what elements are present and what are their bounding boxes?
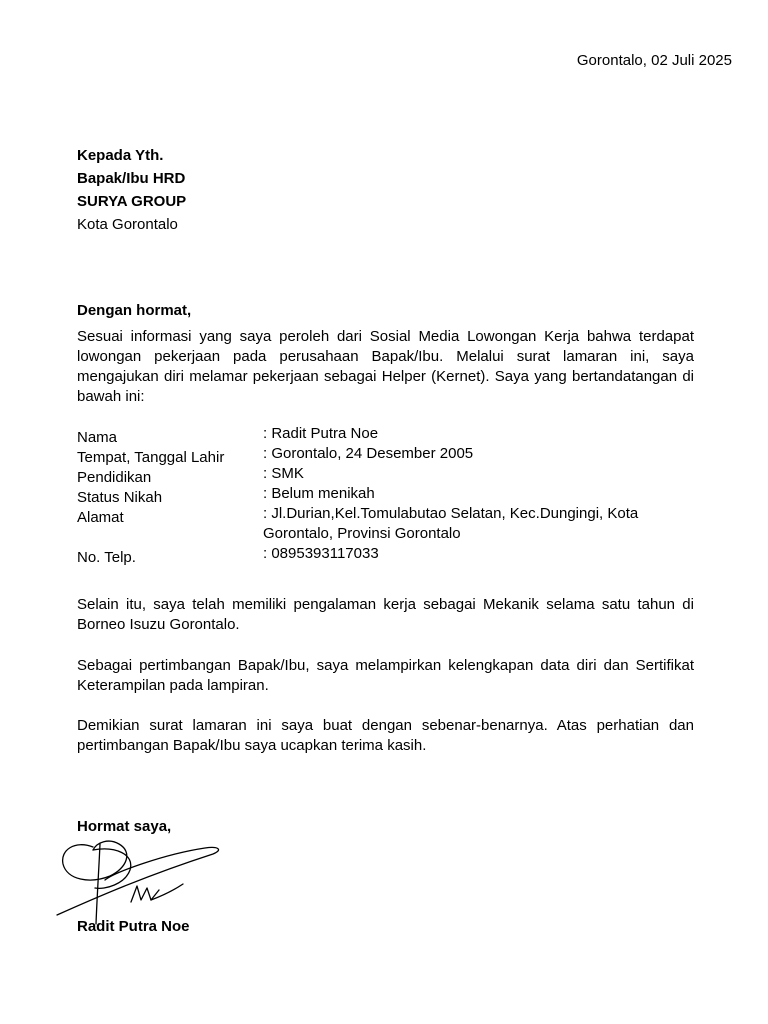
experience-paragraph: Selain itu, saya telah memiliki pengalaman kerja sebagai Mekanik selama satu tahun di Borneo Isuzu Gorontalo. [77,596,694,633]
recipient-line-2: Bapak/Ibu HRD [77,170,186,187]
identity-value-name: : Radit Putra Noe [263,425,379,442]
identity-label-education: Pendidikan [77,469,152,486]
identity-label-birth: Tempat, Tanggal Lahir [77,449,225,466]
recipient-line-4: Kota Gorontalo [77,216,178,233]
recipient-line-1: Kepada Yth. [77,147,164,164]
signer-name: Radit Putra Noe [77,918,190,935]
closing-paragraph: Demikian surat lamaran ini saya buat dengan sebenar-benarnya. Atas perhatian dan pertimbangan Bapak/Ibu saya ucapkan terima kasih. [77,717,694,754]
identity-label-phone: No. Telp. [77,549,136,566]
attachment-paragraph: Sebagai pertimbangan Bapak/Ibu, saya melampirkan kelengkapan data diri dan Sertifikat Keterampilan pada lampiran. [77,657,694,694]
identity-label-marital: Status Nikah [77,489,163,506]
recipient-line-3: SURYA GROUP [77,193,187,210]
identity-label-name: Nama [77,429,118,446]
identity-value-marital: : Belum menikah [263,485,375,502]
recipient-block [77,144,186,236]
identity-value-education: : SMK [263,465,304,482]
identity-value-address: : Jl.Durian,Kel.Tomulabutao Selatan, Kec.Dungingi, Kota Gorontalo, Provinsi Gorontalo [263,505,639,542]
closing-salutation: Hormat saya, [77,818,172,835]
intro-paragraph: Sesuai informasi yang saya peroleh dari Sosial Media Lowongan Kerja bahwa terdapat lowongan pekerjaan pada perusahaan Bapak/Ibu. Melalui surat lamaran ini, saya mengajukan diri melamar pekerjaan sebagai Helper (Kernet). Saya yang bertandatangan di bawah ini: [77,328,694,405]
signature-image [55,832,230,932]
letter-date: Gorontalo, 02 Juli 2025 [576,52,732,69]
identity-value-birth: : Gorontalo, 24 Desember 2005 [263,445,474,462]
identity-value-phone: : 0895393117033 [263,545,379,562]
greeting: Dengan hormat, [77,302,192,319]
identity-label-address: Alamat [77,509,124,526]
